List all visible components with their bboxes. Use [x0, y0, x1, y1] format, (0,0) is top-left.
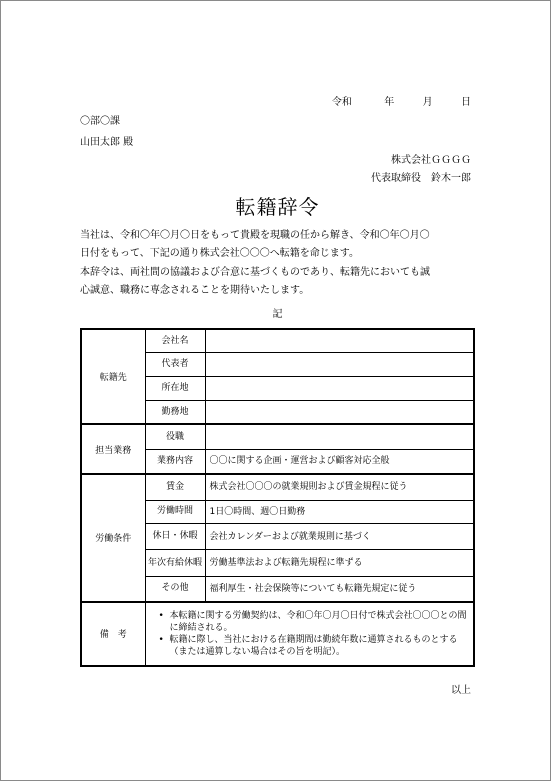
label-representative: 代表者: [145, 353, 205, 377]
value-job-content: 〇〇に関する企画・運営および顧客対応全般: [205, 449, 474, 474]
value-holidays: 会社カレンダーおよび就業規則に基づく: [205, 524, 474, 550]
category-transfer: 転籍先: [81, 329, 145, 424]
date-day: 日: [461, 97, 471, 108]
issuer-representative: 代表取締役 鈴木一郎: [371, 173, 471, 184]
remarks-cell: [145, 602, 474, 666]
value-other: 福利厚生・社会保険等についても転籍先規定に従う: [205, 577, 474, 602]
label-workplace: 勤務地: [145, 401, 205, 425]
label-company-name: 会社名: [145, 329, 205, 353]
table-row: [81, 474, 474, 500]
label-holidays: 休日・休暇: [145, 524, 205, 550]
label-paid-leave: 年次有給休暇: [145, 550, 205, 577]
value-position: [205, 424, 474, 449]
body-line-4: 心誠意、職務に専念されることを期待いたします。: [80, 285, 310, 297]
value-representative: [205, 353, 474, 377]
addressee-name: 山田太郎 殿: [80, 137, 134, 148]
date-era: 令和: [331, 97, 352, 108]
value-company-name: [205, 329, 474, 353]
value-paid-leave: 労働基準法および転籍先規程に準ずる: [205, 550, 474, 577]
body-line-2: 日付をもって、下記の通り株式会社〇〇〇へ転籍を命じます。: [80, 248, 359, 260]
document-title: 転籍辞令: [235, 195, 320, 219]
body-line-1: 当社は、令和〇年〇月〇日をもって貴殿を現職の任から解き、令和〇年〇月〇: [80, 230, 430, 241]
table-row: [81, 424, 474, 449]
category-remarks: 備 考: [81, 602, 145, 666]
table-row: [81, 602, 474, 666]
remark-item-1: • 本転籍に関する労働契約は、令和〇年〇月〇日付で株式会社〇〇〇との間に締結される。: [168, 610, 470, 634]
value-working-hours: 1日〇時間、週〇日勤務: [205, 500, 474, 524]
body-paragraph: [80, 227, 480, 301]
value-address: [205, 377, 474, 401]
value-workplace: [205, 401, 474, 425]
label-address: 所在地: [145, 377, 205, 401]
label-job-content: 業務内容: [145, 449, 205, 474]
remarks-list: [158, 610, 470, 658]
label-working-hours: 労働時間: [145, 500, 205, 524]
addressee-department: 〇部〇課: [80, 116, 120, 127]
table-row: [81, 329, 474, 353]
date-year: 年: [384, 97, 395, 108]
label-other: その他: [145, 577, 205, 602]
category-duties: 担当業務: [81, 424, 145, 474]
category-conditions: 労働条件: [81, 474, 145, 602]
date-month: 月: [422, 97, 433, 108]
body-line-3: 本辞令は、両社間の協議および合意に基づくものであり、転籍先においても誠: [80, 266, 430, 278]
label-wage: 賃金: [145, 474, 205, 500]
remark-item-2: • 転籍に際し、当社における在籍期間は勤続年数に通算されるものとする（または通算しない場合はその旨を明記）。: [168, 634, 470, 658]
transfer-details-table: [80, 328, 475, 667]
issuer-company: 株式会社ＧＧＧＧ: [391, 155, 471, 166]
value-wage: 株式会社〇〇〇の就業規則および賃金規程に従う: [205, 474, 474, 500]
ki-heading: 記: [272, 309, 283, 320]
closing-ijo: 以上: [451, 685, 471, 696]
label-position: 役職: [145, 424, 205, 449]
issue-date: [332, 96, 471, 110]
